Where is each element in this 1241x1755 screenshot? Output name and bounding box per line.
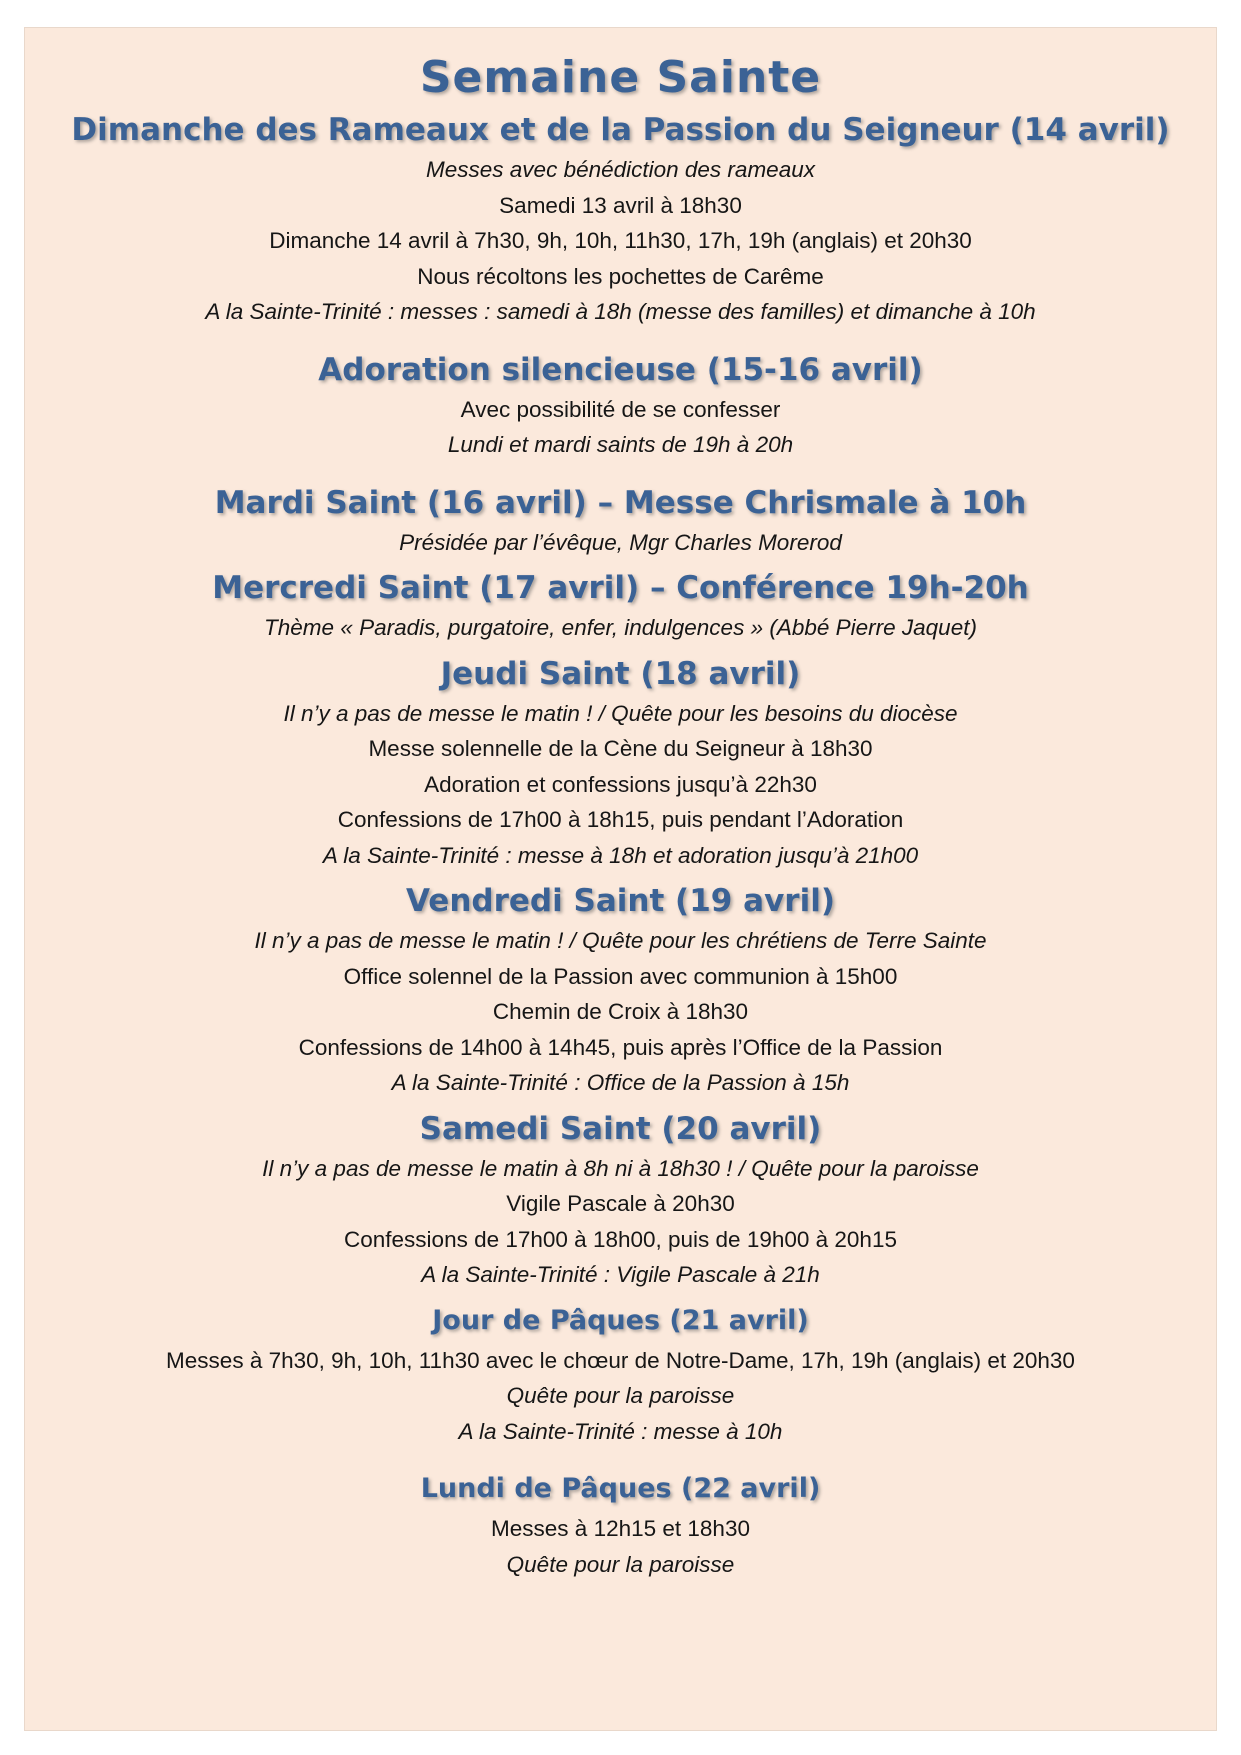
section-line: Messe solennelle de la Cène du Seigneur à 18h30: [368, 736, 873, 761]
section-heading: Dimanche des Rameaux et de la Passion du Seigneur (14 avril): [71, 112, 1170, 148]
section-line: Dimanche 14 avril à 7h30, 9h, 10h, 11h30, 17h, 19h (anglais) et 20h30: [269, 228, 972, 253]
page-title: Semaine Sainte: [419, 52, 822, 103]
section-line: Confessions de 17h00 à 18h00, puis de 19h00 à 20h15: [344, 1226, 897, 1252]
section-line: Chemin de Croix à 18h30: [492, 999, 749, 1024]
section: [25, 108, 1216, 330]
section-line: Lundi et mardi saints de 19h à 20h: [447, 432, 794, 457]
flyer-panel: [24, 27, 1217, 1731]
section-heading: Adoration silencieuse (15-16 avril): [318, 351, 923, 388]
section-line: A la Sainte-Trinité : messe à 18h et adoration jusqu’à 21h00: [322, 842, 919, 868]
sections-container: [25, 108, 1216, 1582]
section-heading: Samedi Saint (20 avril): [419, 1110, 822, 1147]
section-line: A la Sainte-Trinité : messe à 10h: [458, 1418, 783, 1444]
section-heading: Lundi de Pâques (22 avril): [420, 1473, 821, 1504]
section-spacer: [25, 1449, 1216, 1467]
section: [25, 1467, 1216, 1582]
section-line: Avec possibilité de se confesser: [460, 396, 781, 422]
section-line: Il n’y a pas de messe le matin à 8h ni à 18h30 ! / Quête pour la paroisse: [262, 1155, 979, 1181]
section: [25, 652, 1216, 874]
section-heading: Mardi Saint (16 avril) – Messe Chrismale à 10h: [214, 484, 1027, 521]
section-line: Il n’y a pas de messe le matin ! / Quête pour les chrétiens de Terre Sainte: [254, 928, 987, 953]
section-line: Présidée par l’évêque, Mgr Charles Morerod: [399, 529, 842, 555]
section-line: Quête pour la paroisse: [506, 1383, 735, 1408]
section: [25, 879, 1216, 1101]
section: [25, 1299, 1216, 1450]
section-line: Quête pour la paroisse: [506, 1551, 735, 1577]
section-line: Il n’y a pas de messe le matin ! / Quête pour les besoins du diocèse: [283, 700, 958, 726]
section-line: Messes à 7h30, 9h, 10h, 11h30 avec le chœur de Notre-Dame, 17h, 19h (anglais) et 20h30: [166, 1347, 1075, 1373]
section-line: Adoration et confessions jusqu’à 22h30: [424, 771, 817, 797]
section-line: Messes à 12h15 et 18h30: [491, 1516, 750, 1541]
section: [25, 348, 1216, 463]
section: [25, 566, 1216, 646]
section-spacer: [25, 330, 1216, 348]
section-line: A la Sainte-Trinité : messes : samedi à 18h (messe des familles) et dimanche à 10h: [205, 299, 1036, 324]
section-line: Samedi 13 avril à 18h30: [499, 192, 742, 218]
section-spacer: [25, 463, 1216, 481]
section-line: Office solennel de la Passion avec communion à 15h00: [343, 963, 898, 989]
section: [25, 481, 1216, 561]
section-line: Confessions de 14h00 à 14h45, puis après l’Office de la Passion: [298, 1034, 943, 1060]
section-heading: Vendredi Saint (19 avril): [406, 883, 835, 919]
section-line: A la Sainte-Trinité : Vigile Pascale à 21h: [421, 1262, 820, 1287]
section-heading: Jeudi Saint (18 avril): [440, 655, 801, 692]
section-line: Thème « Paradis, purgatoire, enfer, indulgences » (Abbé Pierre Jaquet): [264, 615, 977, 640]
section-line: Vigile Pascale à 20h30: [506, 1191, 735, 1216]
section-line: Messes avec bénédiction des rameaux: [426, 157, 815, 182]
section-line: A la Sainte-Trinité : Office de la Passion à 15h: [391, 1070, 850, 1095]
section-heading: Jour de Pâques (21 avril): [432, 1304, 809, 1336]
section: [25, 1107, 1216, 1293]
section-line: Nous récoltons les pochettes de Carême: [417, 263, 824, 289]
section-line: Confessions de 17h00 à 18h15, puis pendant l’Adoration: [337, 807, 904, 832]
section-heading: Mercredi Saint (17 avril) – Conférence 19h-20h: [212, 570, 1029, 606]
